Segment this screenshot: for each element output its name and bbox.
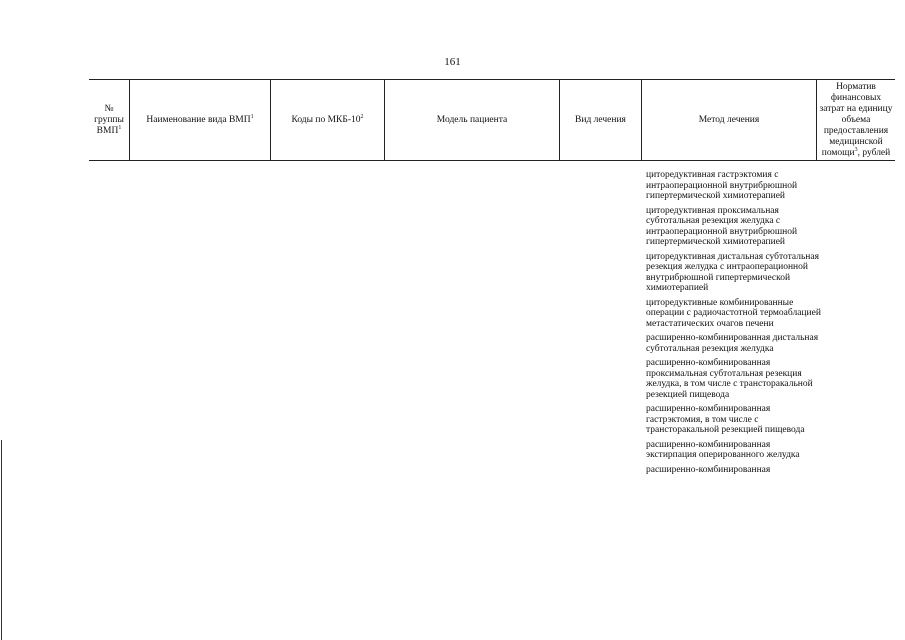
method-item: расширенно-комбинированная экстирпация оперированного желудка xyxy=(646,439,800,460)
method-item: расширенно-комбинированная дистальная субтотальная резекция желудка xyxy=(646,333,819,354)
method-item: циторедуктивные комбинированные операции с радиочастотной термоаблацией метастатических очагов печени xyxy=(646,297,821,329)
header-vmp-name: Наименование вида ВМП$^1$ xyxy=(130,80,271,160)
header-cost-norm: Норматив финансовых затрат на единицу объема предоставления медицинской помощи$^3$, рублей xyxy=(819,81,893,158)
table-header xyxy=(89,79,895,161)
header-treatment-type: Вид лечения xyxy=(560,80,642,160)
page-number: 161 xyxy=(444,56,461,68)
header-icd-codes: Коды по МКБ-$10^2$ xyxy=(271,80,385,160)
treatment-methods-list xyxy=(646,170,821,479)
method-item: расширенно-комбинированная гастрэктомия, в том числе с трансторакальной резекцией пищевода xyxy=(646,404,805,435)
scan-margin-line xyxy=(1,440,2,640)
header-treatment-method: Метод лечения xyxy=(642,80,817,160)
method-item: расширенно-комбинированная проксимальная субтотальная резекция желудка, в том числе с трансторакальной резекцией пищевода xyxy=(646,358,813,400)
method-item: циторедуктивная проксимальная субтотальная резекция желудка с интраоперационной внутрибрюшной гипертермической химиотерапией xyxy=(646,205,798,247)
method-item: циторедуктивная гастрэктомия с интраоперационной внутрибрюшной гипертермической химиотерапией xyxy=(646,170,798,201)
header-patient-model: Модель пациента xyxy=(385,80,560,160)
method-item: циторедуктивная дистальная субтотальная резекция желудка с интраоперационной внутрибрюшной гипертермической химиотерапией xyxy=(646,251,819,293)
header-group-number: № группы ВМП$^1$ xyxy=(89,80,130,160)
method-item: расширенно-комбинированная xyxy=(646,464,771,475)
